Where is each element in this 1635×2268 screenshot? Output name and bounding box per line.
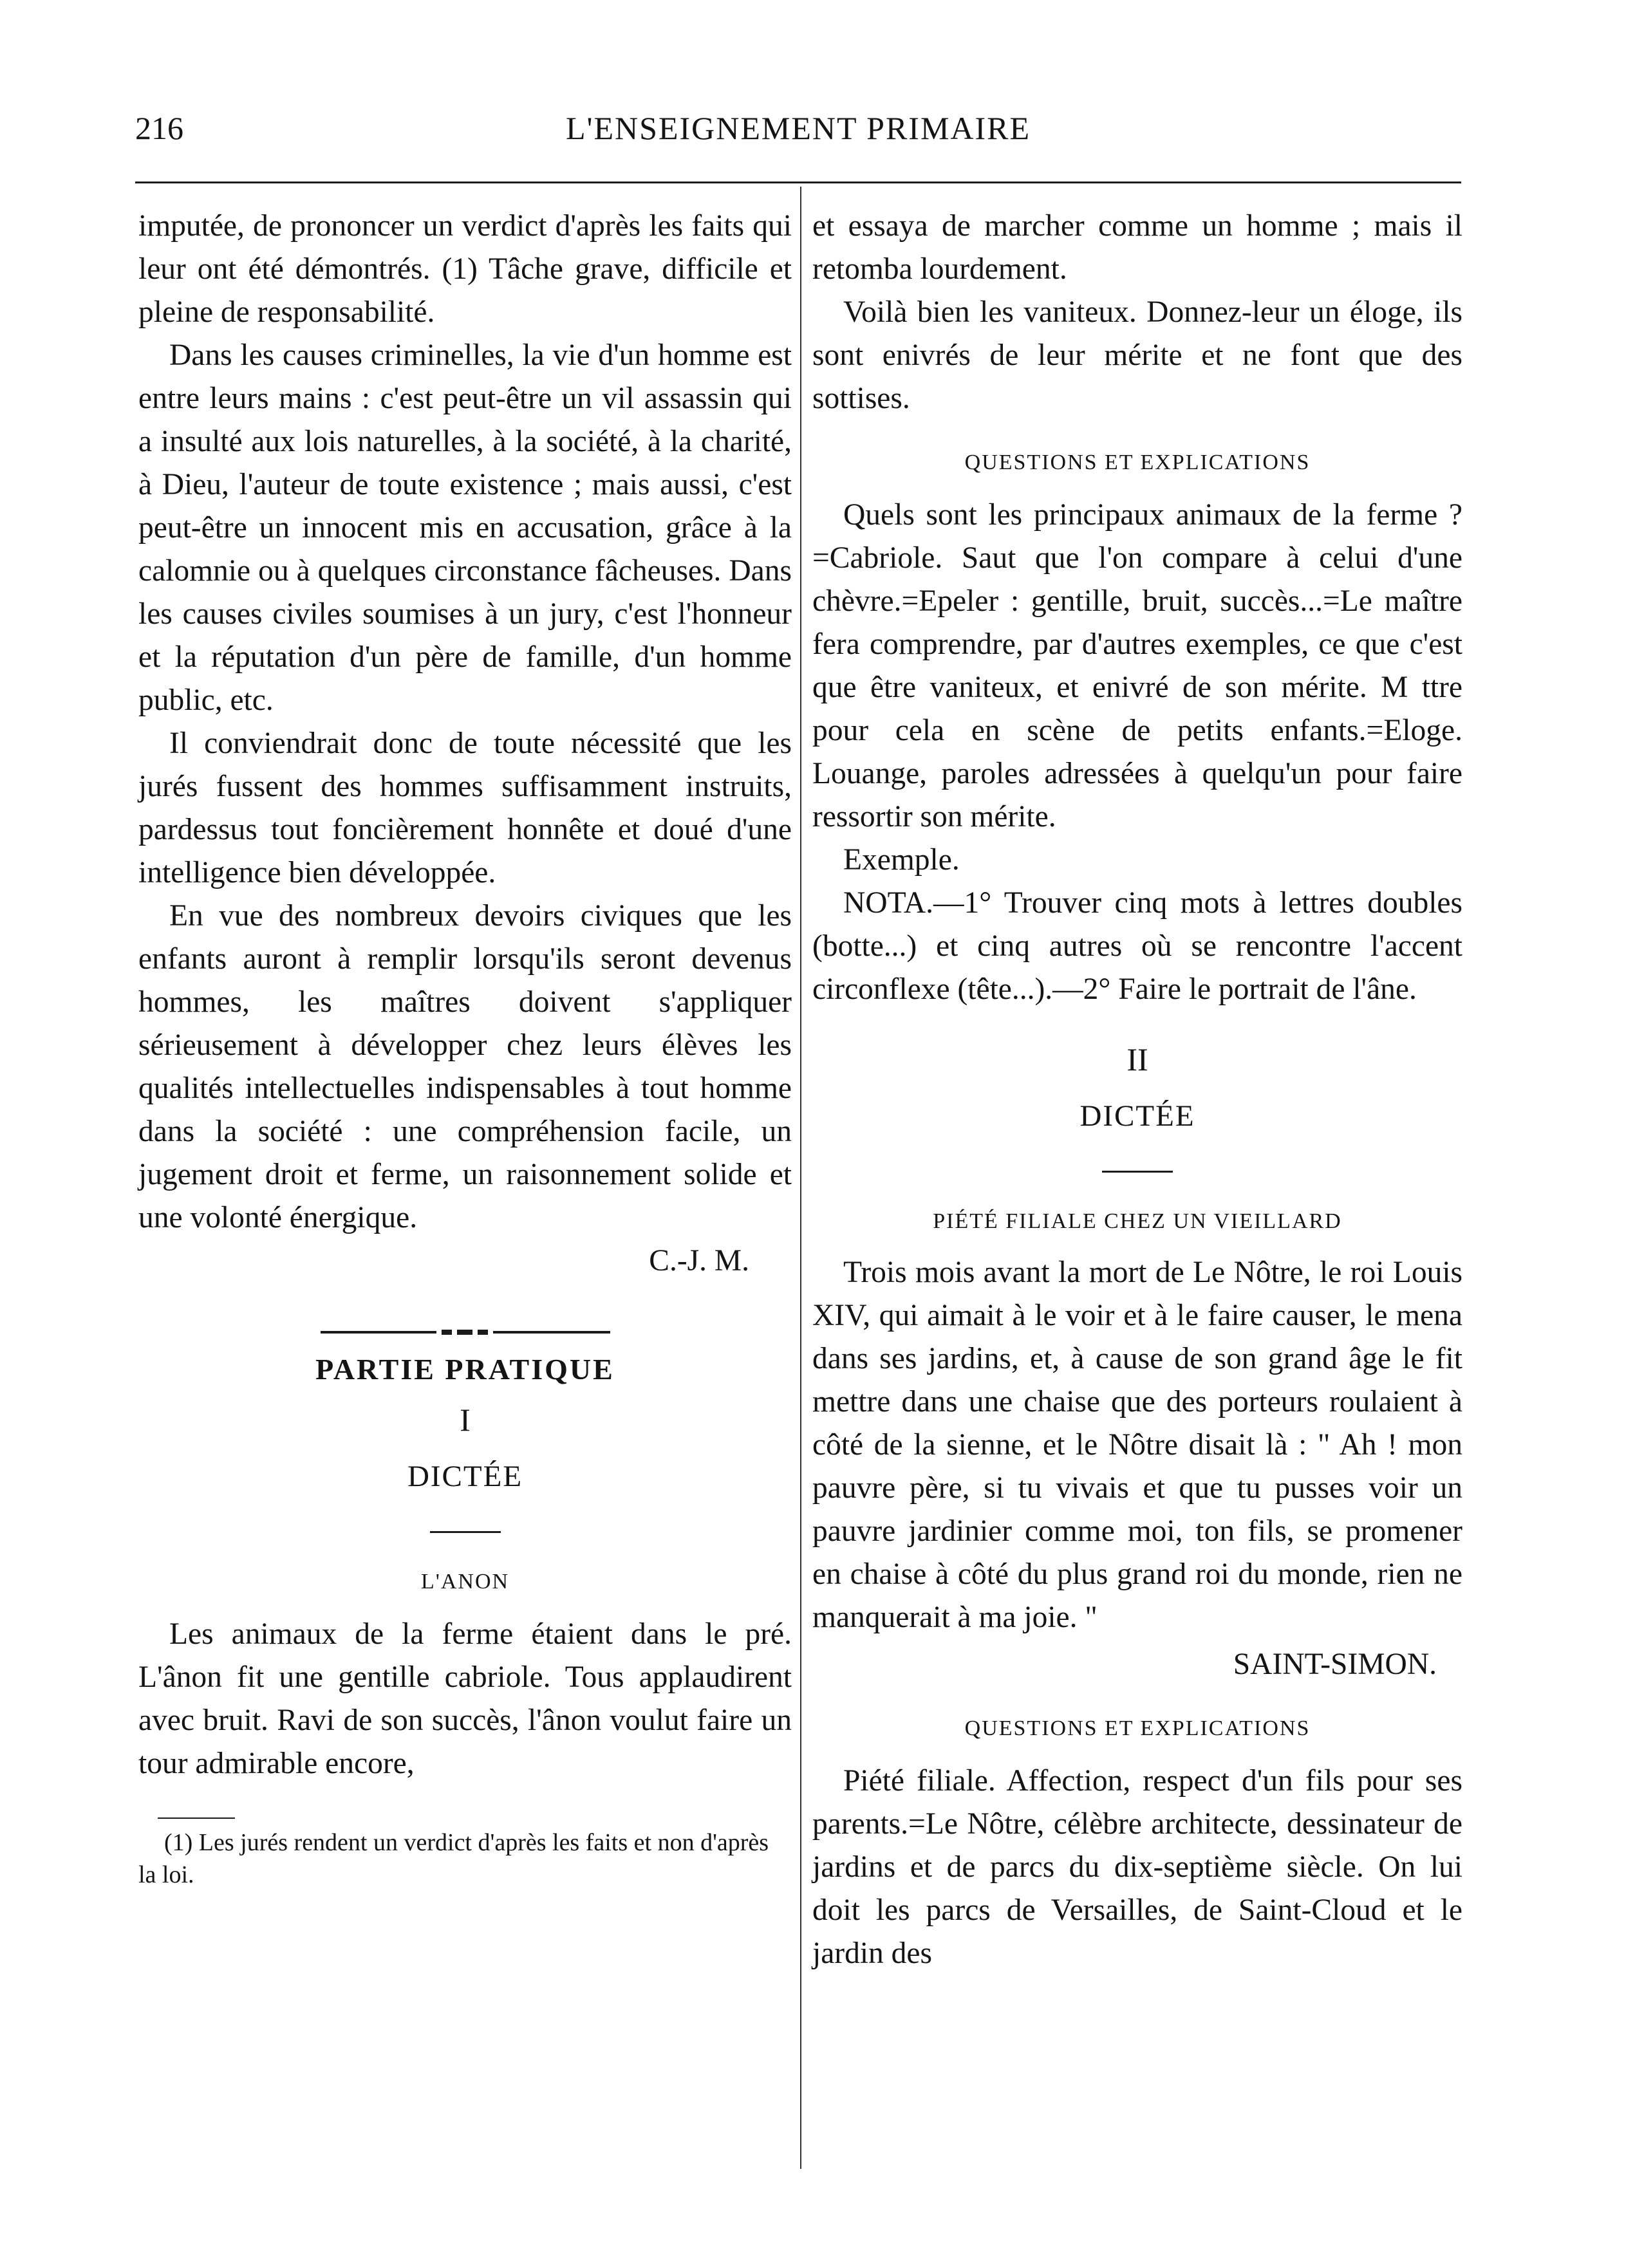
paragraph: Il conviendrait donc de toute nécessité que les jurés fussent des hommes suffisamment instruits, pardessus tout foncièrement honnête et doué d'une intelligence bien développée. [138,727,792,889]
section-title: PARTIE PRATIQUE [315,1353,615,1386]
column-divider [800,187,801,2169]
story-paragraph: Trois mois avant la mort de Le Nôtre, le roi Louis XIV, qui aimait à le voir et à le faire causer, le mena dans ses jardins, et, à cause de son grand âge le fit mettre dans une chaise que des porteurs roulaient à côté de la sienne, et le Nôtre disait là : " Ah ! mon pauvre père, si tu vivais et que tu pusses voir un pauvre jardinier comme moi, ton fils, se promener en chaise à côté du plus grand roi du monde, rien ne manquerait à ma joie. " [812,1256,1462,1634]
nota-paragraph: NOTA.—1° Trouver cinq mots à lettres doubles (botte...) et cinq autres où se rencontre l'accent circonflexe (tête...).—2° Faire le portrait de l'âne. [812,886,1462,1006]
page-header [135,109,1461,148]
moral-paragraph: Voilà bien les vaniteux. Donnez-leur un éloge, ils sont enivrés de leur mérite et ne font que des sottises. [812,295,1462,415]
questions-paragraph: Quels sont les principaux animaux de la ferme ?=Cabriole. Saut que l'on compare à celui d'une chèvre.=Epeler : gentille, bruit, succès...=Le maître fera comprendre, par d'autres exemples, ce que c'est que être vaniteux, et enivré de son mérite. M ttre pour cela en scène de petits enfants.=Eloge. Louange, paroles adressées à quelqu'un pour faire ressortir son mérite. [812,498,1462,833]
running-title: L'ENSEIGNEMENT PRIMAIRE [565,110,1031,146]
left-column [138,205,792,1891]
paragraph: Dans les causes criminelles, la vie d'un homme est entre leurs mains : c'est peut-être un vil assassin qui a insulté aux lois naturelles, à la société, à la charité, à Dieu, l'auteur de toute existence ; mais aussi, c'est peut-être un innocent mis en accusation, grâce à la calomnie ou à quelques circonstance fâcheuses. Dans les causes civiles soumises à un jury, c'est l'honneur et la réputation d'un père de famille, d'un homme public, etc. [138,339,792,717]
questions-heading: QUESTIONS ET EXPLICATIONS [964,1716,1311,1740]
story-title: L'ANON [420,1570,510,1594]
questions-paragraph: Piété filiale. Affection, respect d'un fils pour ses parents.=Le Nôtre, célèbre architecte, dessinateur de jardins et de parcs du dix-septième siècle. On lui doit les parcs de Versailles, de Saint-Cloud et le jardin des [812,1764,1462,1970]
footnote: (1) Les jurés rendent un verdict d'après les faits et non d'après la loi. [138,1829,769,1888]
right-column [812,205,1462,1975]
footnote-rule [158,1817,235,1819]
exercise-heading: DICTÉE [407,1460,523,1493]
questions-heading: QUESTIONS ET EXPLICATIONS [964,451,1311,474]
heading-rule [430,1531,501,1533]
author-signature: C.-J. M. [649,1244,749,1278]
exercise-heading: DICTÉE [1079,1099,1195,1133]
story-continuation: et essaya de marcher comme un homme ; mais il retomba lourdement. [812,209,1462,286]
header-rule [135,181,1461,183]
paragraph: En vue des nombreux devoirs civiques que les enfants auront à remplir lorsqu'ils seront devenus hommes, les maîtres doivent s'appliquer sérieusement à développer chez leurs élèves les qualités intellectuelles indispensables à tout homme dans la société : une compréhension facile, un jugement droit et ferme, un raisonnement solide et une volonté énergique. [138,899,792,1234]
story-paragraph: Les animaux de la ferme étaient dans le pré. L'ânon fit une gentille cabriole. Tous applaudirent avec bruit. Ravi de son succès, l'ânon voulut faire un tour admirable encore, [138,1617,792,1780]
page-number: 216 [135,110,183,146]
heading-rule [1102,1171,1173,1173]
decorative-divider [321,1326,610,1338]
section-number: I [460,1402,471,1438]
author-signature: SAINT-SIMON. [1233,1648,1437,1681]
paragraph: imputée, de prononcer un verdict d'après les faits qui leur ont été démontrés. (1) Tâche grave, difficile et pleine de responsabilité. [138,209,792,329]
section-number: II [1126,1041,1148,1077]
example-line: Exemple. [843,843,960,877]
story-title: PIÉTÉ FILIALE CHEZ UN VIEILLARD [933,1209,1342,1233]
